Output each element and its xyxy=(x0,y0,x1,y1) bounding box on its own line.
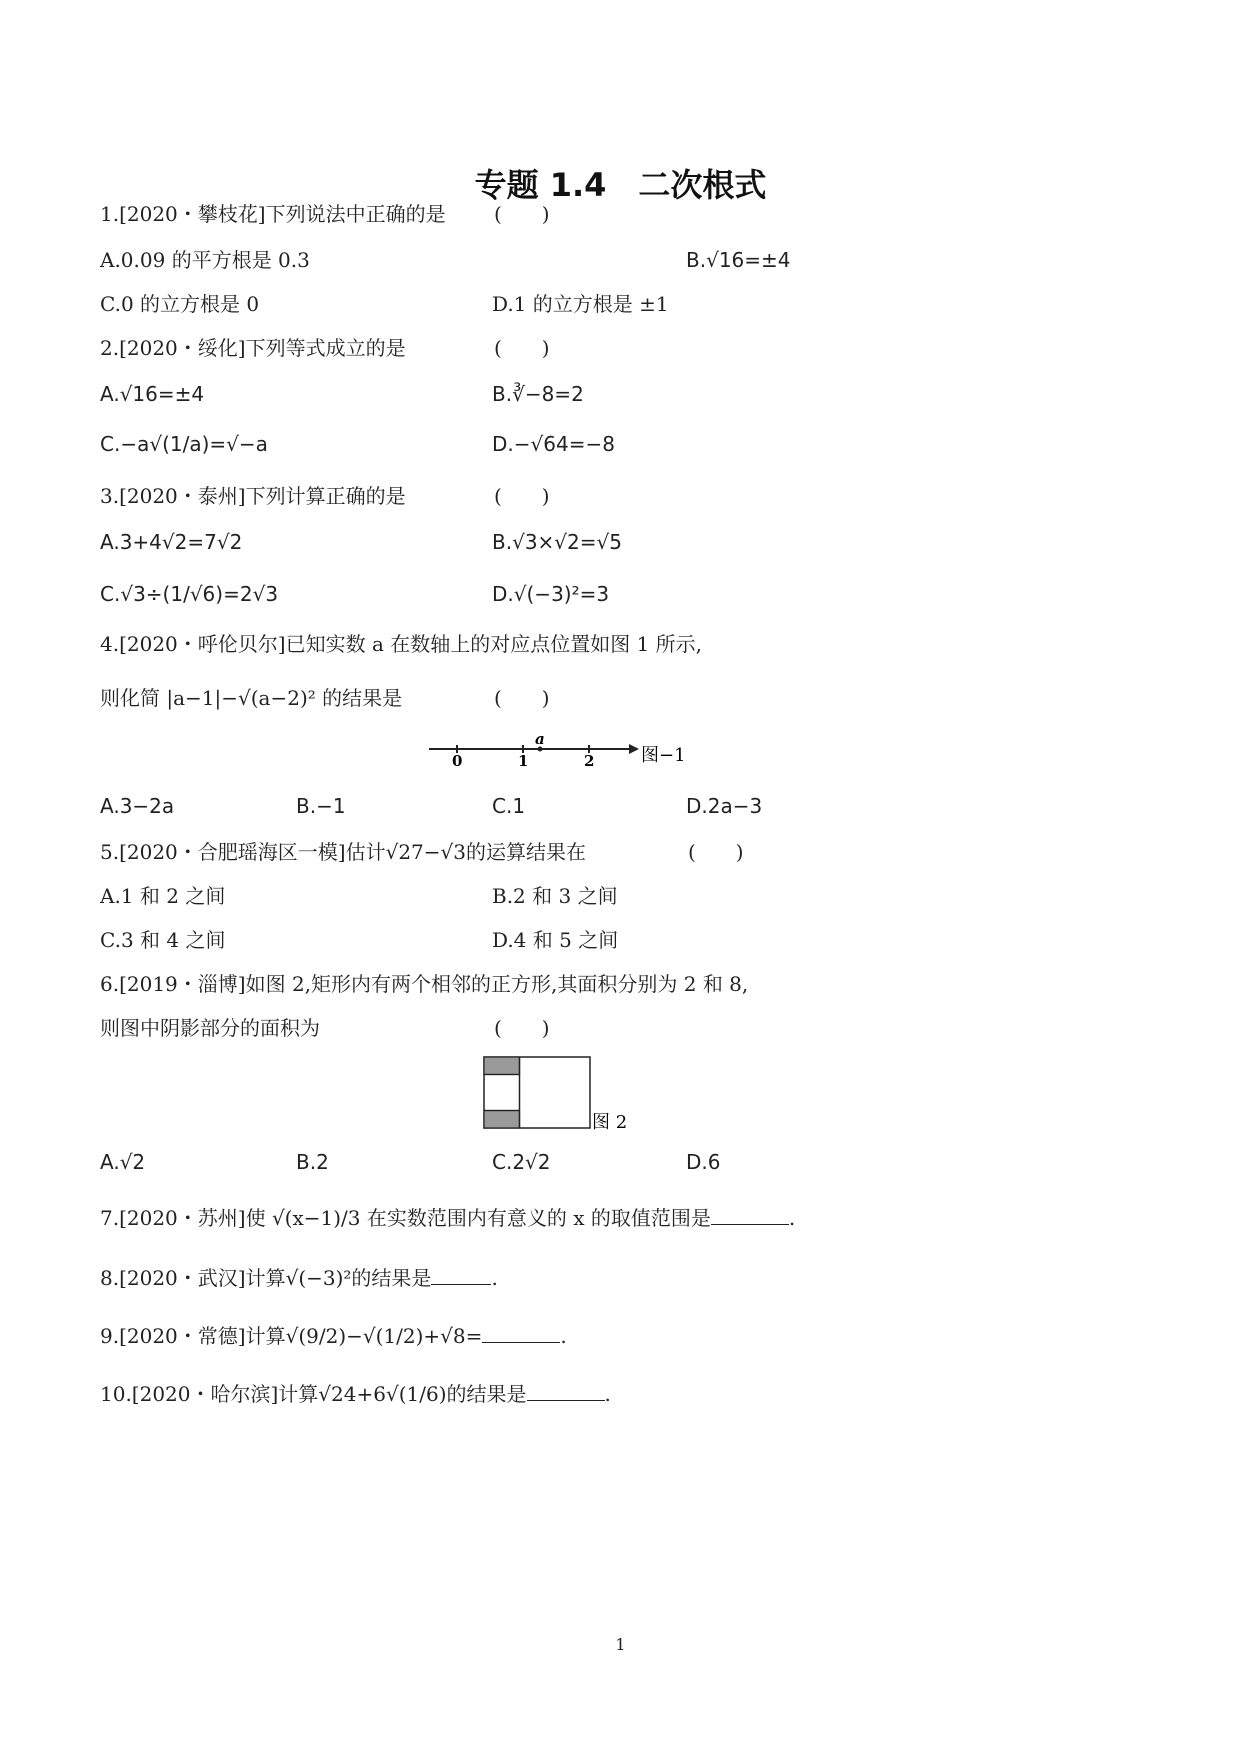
q10-stem: 10.[2020・哈尔滨]计算√24+6√(1/6)的结果是 xyxy=(100,1382,527,1406)
q6-option-a: A.√2 xyxy=(100,1150,146,1174)
q2-option-d: D.−√64=−8 xyxy=(492,432,615,456)
q4-paren: ( ) xyxy=(494,686,550,710)
q2-option-a: A.√16=±4 xyxy=(100,382,205,406)
q1-option-b: B.√16=±4 xyxy=(686,248,791,272)
q4-option-d: D.2a−3 xyxy=(686,794,763,818)
q6-stem-line1: 6.[2019・淄博]如图 2,矩形内有两个相邻的正方形,其面积分别为 2 和 8, xyxy=(100,972,749,996)
q6-paren: ( ) xyxy=(494,1016,550,1040)
number-line-figure xyxy=(425,732,695,772)
q2-stem: 2.[2020・绥化]下列等式成立的是 xyxy=(100,336,406,360)
tick-label-2: 2 xyxy=(584,752,595,770)
q4-stem-line2: 则化简 |a−1|−√(a−2)² 的结果是 xyxy=(100,686,403,710)
q3-stem: 3.[2020・泰州]下列计算正确的是 xyxy=(100,484,406,508)
q7-stem: 7.[2020・苏州]使 √(x−1)/3 在实数范围内有意义的 x 的取值范围是 xyxy=(100,1206,711,1230)
q8-answer-blank[interactable] xyxy=(431,1262,491,1285)
q3-option-b: B.√3×√2=√5 xyxy=(492,530,622,554)
q9-end: . xyxy=(560,1324,567,1348)
q1-option-a: A.0.09 的平方根是 0.3 xyxy=(100,248,310,272)
q5-option-c: C.3 和 4 之间 xyxy=(100,928,226,952)
q6-stem-line2: 则图中阴影部分的面积为 xyxy=(100,1016,320,1040)
q3-paren: ( ) xyxy=(494,484,550,508)
rectangle-squares-figure xyxy=(482,1054,642,1134)
shaded-region-top xyxy=(484,1057,520,1075)
q10-line xyxy=(100,1378,611,1408)
q7-line xyxy=(100,1202,795,1232)
q4-stem-line1: 4.[2020・呼伦贝尔]已知实数 a 在数轴上的对应点位置如图 1 所示, xyxy=(100,632,703,656)
q1-paren: ( ) xyxy=(494,202,550,226)
q5-option-d: D.4 和 5 之间 xyxy=(492,928,619,952)
q4-option-b: B.−1 xyxy=(296,794,346,818)
q9-line xyxy=(100,1320,567,1350)
q7-answer-blank[interactable] xyxy=(711,1202,789,1225)
tick-label-1: 1 xyxy=(518,752,529,770)
q5-paren: ( ) xyxy=(688,840,744,864)
q6-option-d: D.6 xyxy=(686,1150,721,1174)
q6-option-c: C.2√2 xyxy=(492,1150,551,1174)
q1-stem: 1.[2020・攀枝花]下列说法中正确的是 xyxy=(100,202,446,226)
q4-option-c: C.1 xyxy=(492,794,526,818)
q3-option-a: A.3+4√2=7√2 xyxy=(100,530,243,554)
q5-stem: 5.[2020・合肥瑶海区一模]估计√27−√3的运算结果在 xyxy=(100,840,587,864)
tick-label-0: 0 xyxy=(452,752,463,770)
page-title: 专题 1.4 二次根式 xyxy=(474,166,767,204)
q8-stem: 8.[2020・武汉]计算√(−3)²的结果是 xyxy=(100,1266,432,1290)
q9-answer-blank[interactable] xyxy=(482,1320,560,1343)
q7-end: . xyxy=(788,1206,796,1230)
q9-stem: 9.[2020・常德]计算√(9/2)−√(1/2)+√8= xyxy=(100,1324,483,1348)
q5-option-a: A.1 和 2 之间 xyxy=(100,884,226,908)
q4-option-a: A.3−2a xyxy=(100,794,175,818)
q10-answer-blank[interactable] xyxy=(527,1378,605,1401)
shaded-region-bottom xyxy=(484,1111,520,1129)
q2-option-c: C.−a√(1/a)=√−a xyxy=(100,432,268,456)
figure-caption-1: 图−1 xyxy=(641,745,686,766)
point-label-a: a xyxy=(535,732,545,748)
q1-option-c: C.0 的立方根是 0 xyxy=(100,292,260,316)
q6-option-b: B.2 xyxy=(296,1150,329,1174)
q1-option-d: D.1 的立方根是 ±1 xyxy=(492,292,669,316)
figure-caption-2: 图 2 xyxy=(592,1112,628,1133)
q3-option-c: C.√3÷(1/√6)=2√3 xyxy=(100,582,279,606)
q10-end: . xyxy=(604,1382,611,1406)
q8-line xyxy=(100,1262,498,1292)
q8-end: . xyxy=(491,1266,498,1290)
q5-option-b: B.2 和 3 之间 xyxy=(492,884,618,908)
q2-option-b: B.∛−8=2 xyxy=(492,382,584,406)
page-number: 1 xyxy=(615,1635,626,1654)
q3-option-d: D.√(−3)²=3 xyxy=(492,582,610,606)
q2-paren: ( ) xyxy=(494,336,550,360)
